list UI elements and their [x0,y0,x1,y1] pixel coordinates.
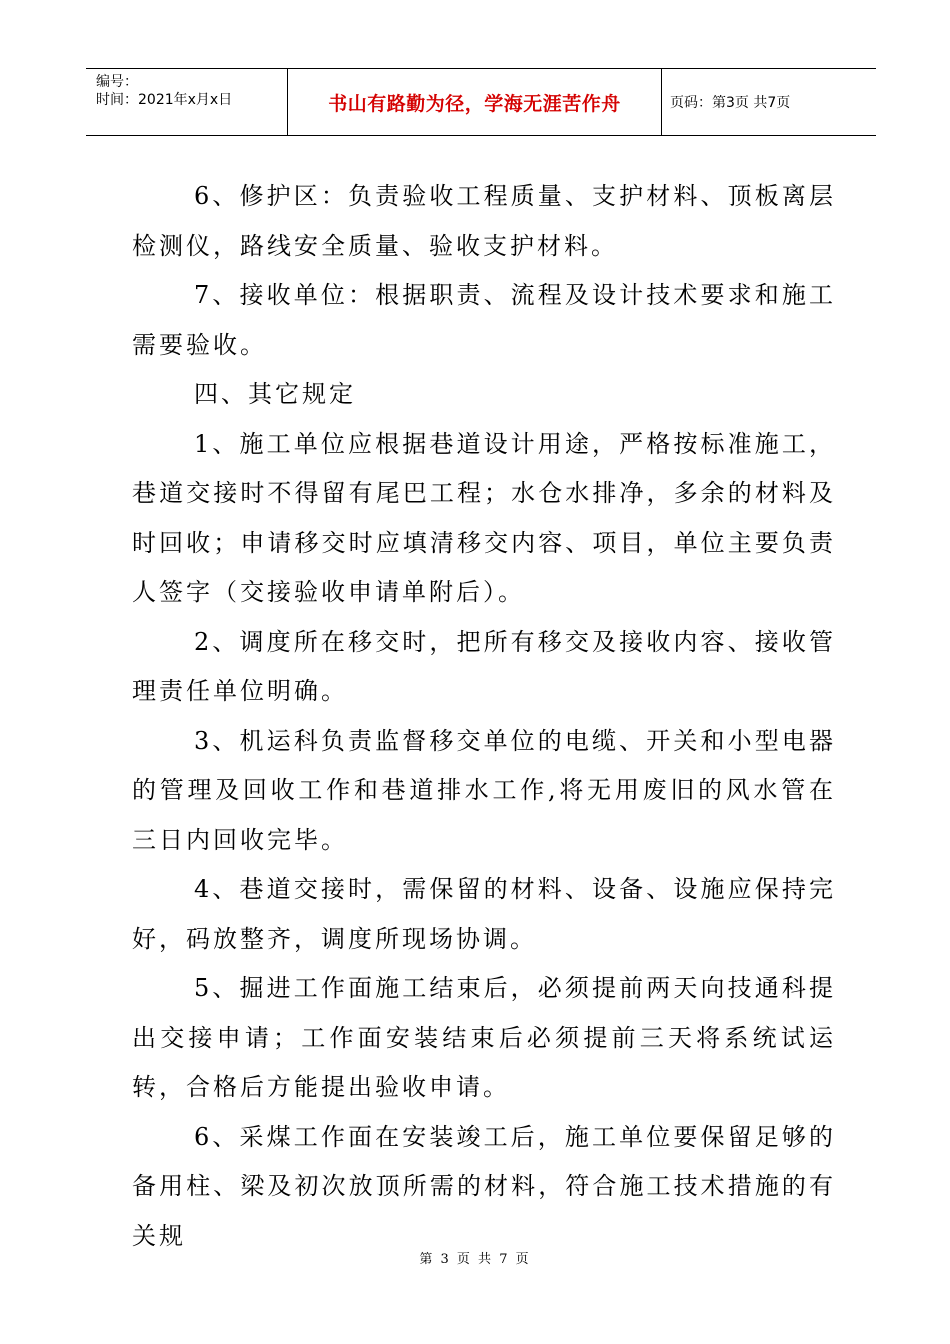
paragraph: 6、修护区：负责验收工程质量、支护材料、顶板离层检测仪，路线安全质量、验收支护材料。 [132,182,836,260]
time-label: 时间：2021年x月x日 [96,92,233,108]
page-footer: 第 3 页 共 7 页 [419,1252,531,1267]
paragraph: 2、调度所在移交时，把所有移交及接收内容、接收管理责任单位明确。 [132,627,836,705]
paragraph: 7、接收单位：根据职责、流程及设计技术要求和施工需要验收。 [132,281,836,359]
document-body [132,172,836,1261]
paragraph: 6、采煤工作面在安装竣工后，施工单位要保留足够的备用柱、梁及初次放顶所需的材料，符合施工技术措施的有关规 [132,1122,836,1250]
paragraph: 3、机运科负责监督移交单位的电缆、开关和小型电器的管理及回收工作和巷道排水工作,将无用废旧的风水管在三日内回收完毕。 [132,726,836,854]
header-meta [86,69,288,135]
page-header [86,68,876,136]
paragraph: 1、施工单位应根据巷道设计用途，严格按标准施工，巷道交接时不得留有尾巴工程；水仓水排净，多余的材料及时回收；申请移交时应填清移交内容、项目，单位主要负责人签字（交接验收申请单附后）。 [132,429,836,606]
header-page-label: 页码：第3页 共7页 [670,95,791,111]
number-label: 编号： [96,74,138,90]
header-motto: 书山有路勤为径，学海无涯苦作舟 [288,69,662,135]
section-heading: 四、其它规定 [194,380,356,408]
paragraph: 4、巷道交接时，需保留的材料、设备、设施应保持完好，码放整齐，调度所现场协调。 [132,875,836,953]
paragraph: 5、掘进工作面施工结束后，必须提前两天向技通科提出交接申请；工作面安装结束后必须提前三天将系统试运转，合格后方能提出验收申请。 [132,974,836,1101]
